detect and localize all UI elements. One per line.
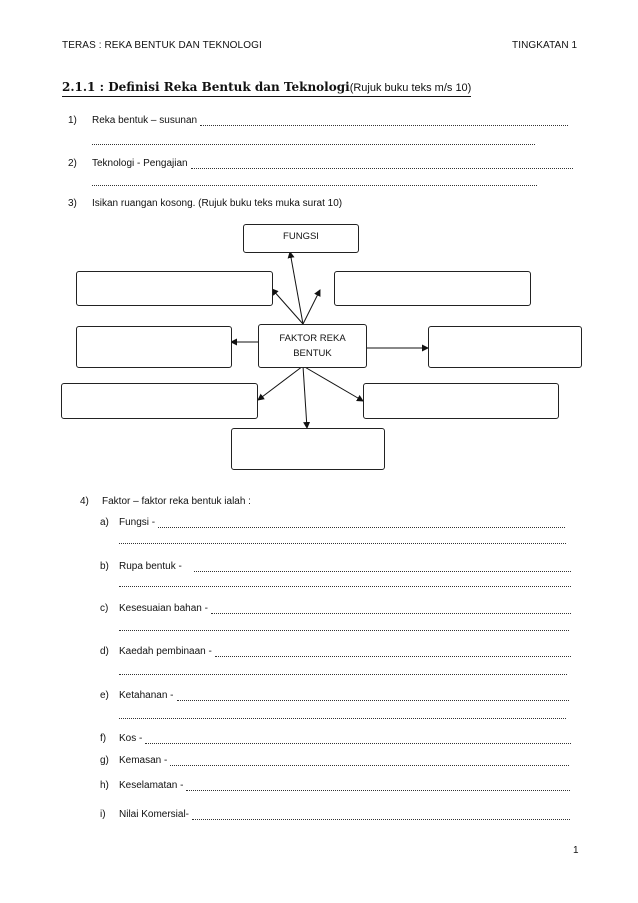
factor-item-ketahanan [100, 688, 569, 701]
answer-line[interactable] [170, 756, 569, 766]
page-number: 1 [573, 845, 579, 856]
item-label: Fungsi - [119, 517, 156, 528]
item-label: Kaedah pembinaan - [119, 646, 212, 657]
item-letter: d) [100, 646, 109, 657]
question-3-number: 3) [68, 198, 77, 209]
item-letter: e) [100, 690, 109, 701]
arrow-to-lower-right [303, 366, 363, 401]
answer-line[interactable] [119, 673, 567, 675]
answer-line[interactable] [119, 542, 566, 544]
center-label: FAKTOR REKA BENTUK [279, 333, 346, 359]
item-label: Kemasan - [119, 755, 168, 766]
blank-box-upper-left[interactable] [76, 271, 273, 306]
answer-line[interactable] [186, 781, 570, 791]
item-letter: b) [100, 561, 109, 572]
factor-item-fungsi [100, 515, 565, 528]
item-label: Kesesuaian bahan - [119, 603, 208, 614]
section-title-main: 2.1.1 : Definisi Reka Bentuk dan Teknologi [62, 80, 350, 94]
answer-line[interactable] [194, 562, 571, 572]
answer-line[interactable] [192, 810, 570, 820]
center-box-faktor-reka-bentuk [258, 324, 367, 368]
blank-box-lower-left[interactable] [61, 383, 258, 419]
blank-box-middle-left[interactable] [76, 326, 232, 368]
item-letter: h) [100, 780, 109, 791]
factor-item-kaedah-pembinaan [100, 644, 571, 657]
answer-line[interactable] [119, 717, 566, 719]
factor-item-kemasan [100, 753, 569, 766]
item-label: Rupa bentuk - [119, 561, 182, 572]
item-letter: g) [100, 755, 109, 766]
answer-line[interactable] [119, 629, 569, 631]
question-2-text: Teknologi - Pengajian [92, 158, 188, 169]
blank-box-upper-right[interactable] [334, 271, 531, 306]
item-label: Kos - [119, 733, 143, 744]
fungsi-box [243, 224, 359, 253]
item-label: Ketahanan - [119, 690, 174, 701]
question-3-text: Isikan ruangan kosong. (Rujuk buku teks muka surat 10) [92, 198, 343, 209]
blank-box-bottom[interactable] [231, 428, 385, 470]
question-2-number: 2) [68, 158, 77, 169]
question-4-number: 4) [80, 496, 89, 507]
arrow-to-lower-left [258, 366, 303, 400]
factor-item-nilai-komersial [100, 807, 570, 820]
question-1-text: Reka bentuk – susunan [92, 115, 198, 126]
item-label: Nilai Komersial- [119, 809, 190, 820]
answer-line[interactable] [215, 647, 571, 657]
arrow-to-bottom [303, 366, 307, 428]
answer-line[interactable] [145, 734, 571, 744]
arrow-to-upper-right [303, 290, 320, 324]
item-label: Keselamatan - [119, 780, 184, 791]
item-letter: i) [100, 809, 106, 820]
item-letter: c) [100, 603, 109, 614]
header-right: TINGKATAN 1 [512, 40, 578, 51]
blank-box-lower-right[interactable] [363, 383, 559, 419]
factor-item-keselamatan [100, 778, 570, 791]
arrow-to-upper-left [272, 289, 303, 324]
answer-line[interactable] [211, 604, 571, 614]
blank-box-middle-right[interactable] [428, 326, 582, 368]
arrow-to-fungsi [290, 252, 303, 324]
factor-item-kesesuaian-bahan [100, 601, 571, 614]
section-title-note: (Rujuk buku teks m/s 10) [349, 82, 472, 94]
question-4-intro: Faktor – faktor reka bentuk ialah : [102, 496, 251, 507]
item-letter: a) [100, 517, 109, 528]
question-1-number: 1) [68, 115, 77, 126]
factor-item-kos [100, 731, 571, 744]
factor-item-rupa-bentuk [100, 559, 571, 572]
answer-line[interactable] [158, 518, 565, 528]
question-4 [80, 494, 380, 507]
item-letter: f) [100, 733, 107, 744]
answer-line[interactable] [177, 691, 570, 701]
answer-line[interactable] [119, 585, 571, 587]
fungsi-label: FUNGSI [283, 231, 319, 242]
header-left: TERAS : REKA BENTUK DAN TEKNOLOGI [62, 40, 262, 51]
